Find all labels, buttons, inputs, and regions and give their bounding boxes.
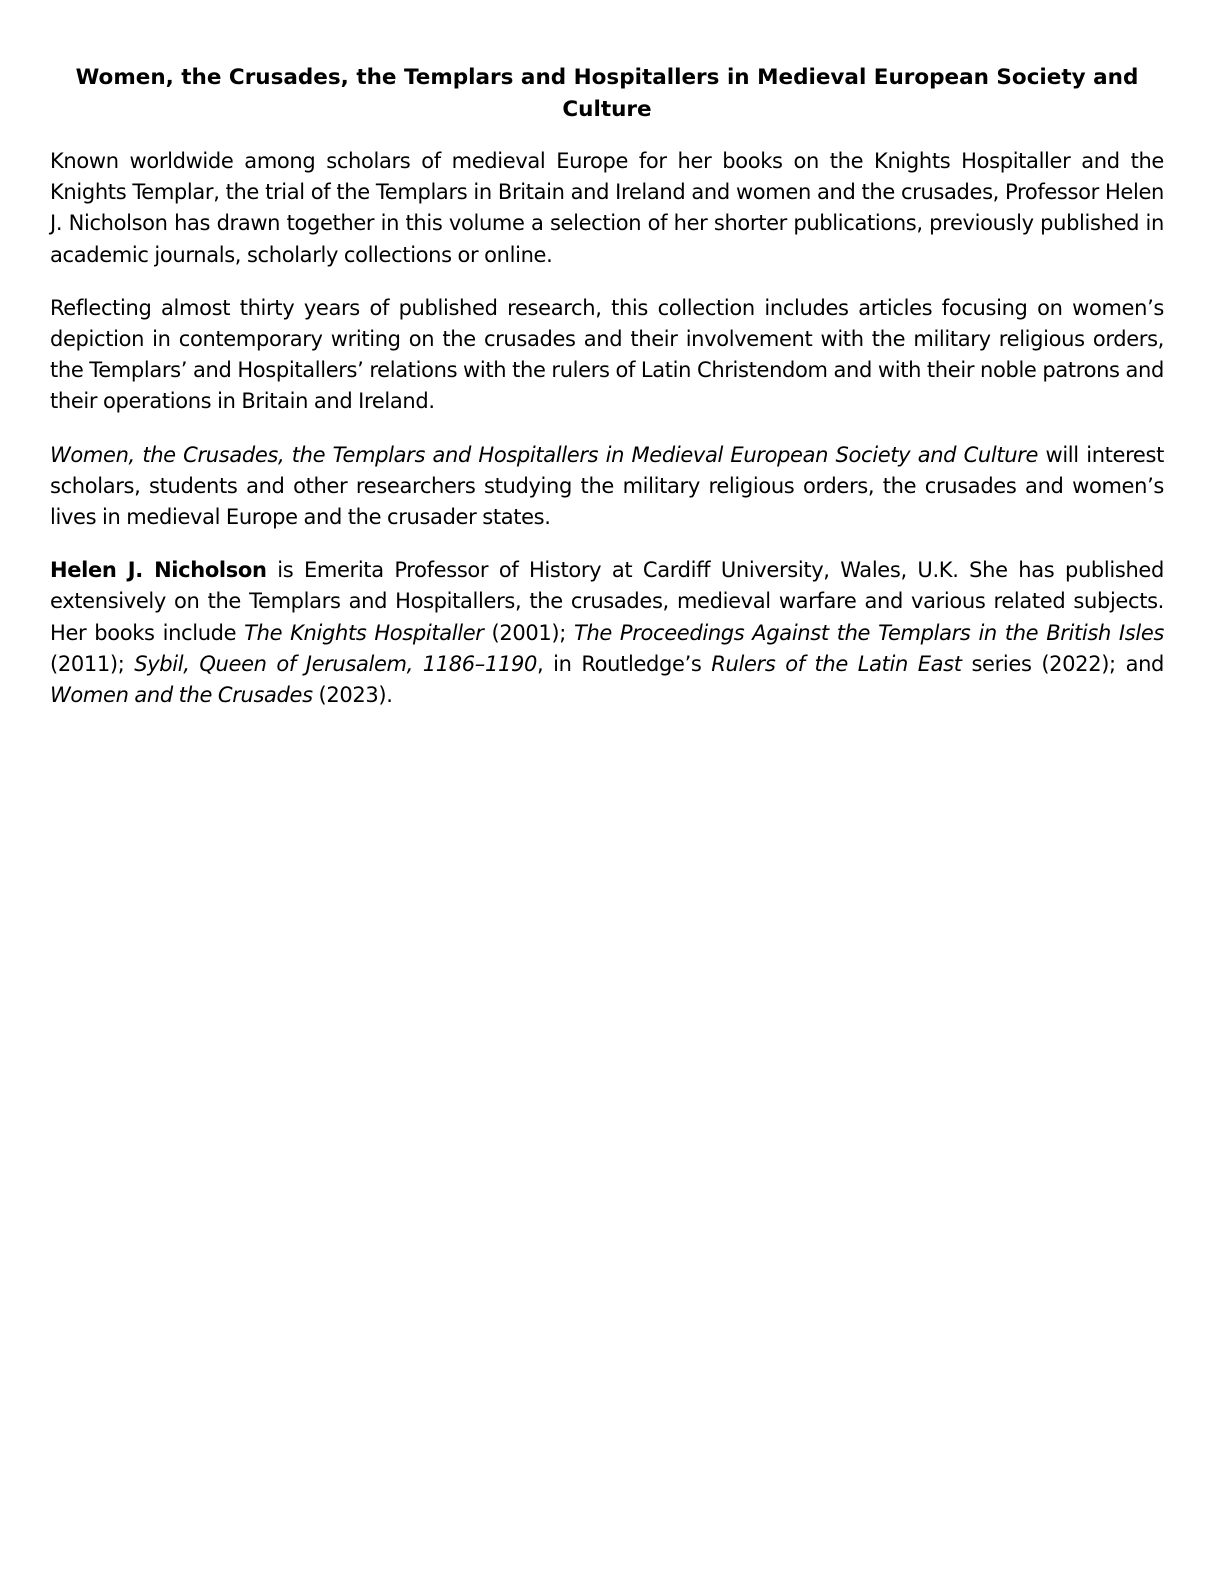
author-name: Helen J. Nicholson: [50, 558, 267, 583]
bio-text-6: (2023).: [312, 683, 393, 708]
audience-text: will interest scholars, students and other researchers studying the military religious orders, the crusades and women’s lives in medieval Europe and the crusader states.: [50, 442, 1164, 530]
audience-paragraph: [50, 440, 1164, 534]
series-rulers-latin-east: Rulers of the Latin East: [711, 651, 962, 676]
book-knights-hospitaller: The Knights Hospitaller: [244, 620, 484, 645]
book-sybil: Sybil, Queen of Jerusalem, 1186–1190: [134, 651, 538, 676]
intro-paragraph: Known worldwide among scholars of medieval Europe for her books on the Knights Hospitaller and the Knights Templar, the trial of the Templars in Britain and Ireland and women and the crusades, Professor Helen J. Nicholson has drawn together in this volume a selection of her shorter publications, previously published in academic journals, scholarly collections or online.: [50, 149, 1164, 267]
bio-text-2: (2001);: [483, 620, 574, 645]
document-title: Women, the Crusades, the Templars and Hospitallers in Medieval European Society and Culture: [75, 65, 1139, 122]
author-bio-paragraph: [50, 555, 1164, 711]
book-title-italic: Women, the Crusades, the Templars and Hospitallers in Medieval European Society and Culture: [50, 442, 1039, 467]
book-proceedings: The Proceedings Against the Templars in the British Isles: [573, 620, 1164, 645]
bio-text-1: is Emerita Professor of History at Cardiff University, Wales, U.K. She has published extensively on the Templars and Hospitallers, the crusades, medieval warfare and various related subjects. Her books include: [50, 558, 1164, 645]
document-page: [50, 62, 1164, 733]
research-paragraph: Reflecting almost thirty years of published research, this collection includes articles focusing on women’s depiction in contemporary writing on the crusades and their involvement with the military religious orders, the Templars’ and Hospitallers’ relations with the rulers of Latin Christendom and with their noble patrons and their operations in Britain and Ireland.: [50, 295, 1164, 414]
bio-text-3: (2011);: [50, 651, 135, 676]
bio-text-5: series (2022); and: [961, 651, 1165, 676]
book-women-crusades: Women and the Crusades: [50, 683, 313, 708]
bio-text-4: , in Routledge’s: [537, 651, 712, 676]
